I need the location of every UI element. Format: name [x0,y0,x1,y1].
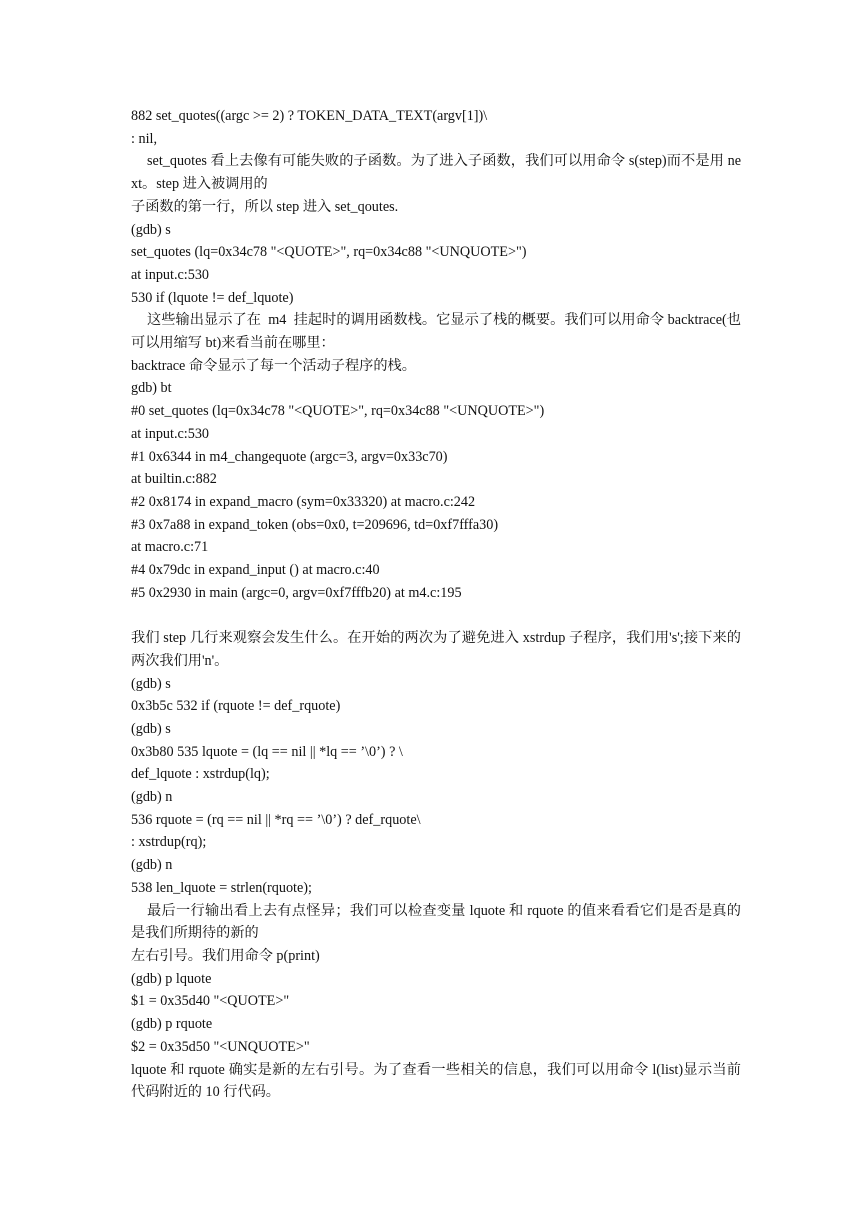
paragraph: backtrace 命令显示了每一个活动子程序的栈。 [131,357,416,374]
backtrace-line: at input.c:530 [131,425,210,442]
backtrace-line: at macro.c:71 [131,539,209,556]
paragraph: 这些输出显示了在 m4 挂起时的调用函数栈。它显示了栈的概要。我们可以用命令 backtrace(也可以用缩写 bt)来看当前在哪里： [131,312,741,352]
gdb-command: (gdb) s [131,675,171,692]
backtrace-line: #5 0x2930 in main (argc=0, argv=0xf7fffb20) at m4.c:195 [131,584,462,601]
code-line: 882 set_quotes((argc >= 2) ? TOKEN_DATA_TEXT(argv[1])\ [131,108,488,124]
blank-line [131,604,741,627]
code-line: 536 rquote = (rq == nil || *rq == ’\0’) ? def_rquote\ [131,811,421,828]
code-line: 530 if (lquote != def_lquote) [131,289,294,306]
document-page [131,105,741,1104]
paragraph: 左右引号。我们用命令 p(print) [131,948,320,964]
code-line: 538 len_lquote = strlen(rquote); [131,879,312,896]
code-line: 0x3b80 535 lquote = (lq == nil || *lq == ’\0’) ? \ [131,743,403,760]
paragraph: set_quotes 看上去像有可能失败的子函数。为了进入子函数，我们可以用命令 s(step)而不是用 next。step 进入被调用的 [131,153,741,193]
code-line: : nil, [131,130,158,147]
backtrace-line: #4 0x79dc in expand_input () at macro.c:40 [131,562,380,579]
code-line: 0x3b5c 532 if (rquote != def_rquote) [131,698,341,715]
gdb-output: $1 = 0x35d40 "<QUOTE>" [131,993,290,1010]
code-line: : xstrdup(rq); [131,834,207,851]
backtrace-line: at builtin.c:882 [131,471,217,488]
gdb-command: (gdb) p lquote [131,970,212,987]
backtrace-line: #1 0x6344 in m4_changequote (argc=3, argv=0x33c70) [131,448,448,465]
gdb-command: (gdb) n [131,857,173,874]
gdb-output: $2 = 0x35d50 "<UNQUOTE>" [131,1038,310,1055]
paragraph: 子函数的第一行，所以 step 进入 set_qoutes. [131,198,399,215]
code-line: set_quotes (lq=0x34c78 "<QUOTE>", rq=0x34c88 "<UNQUOTE>") [131,244,527,261]
backtrace-line: #2 0x8174 in expand_macro (sym=0x33320) at macro.c:242 [131,493,476,510]
backtrace-line: #0 set_quotes (lq=0x34c78 "<QUOTE>", rq=0x34c88 "<UNQUOTE>") [131,403,545,420]
code-line: def_lquote : xstrdup(lq); [131,766,270,783]
paragraph: 最后一行输出看上去有点怪异；我们可以检查变量 lquote 和 rquote 的值来看看它们是否是真的是我们所期待的新的 [131,902,741,942]
paragraph: 我们 step 几行来观察会发生什么。在开始的两次为了避免进入 xstrdup 子程序，我们用's';接下来的两次我们用'n'。 [131,630,741,669]
gdb-command: (gdb) s [131,221,171,238]
paragraph: lquote 和 rquote 确实是新的左右引号。为了查看一些相关的信息，我们可以用命令 l(list)显示当前代码附近的 10 行代码。 [131,1061,741,1101]
gdb-command: (gdb) p rquote [131,1016,213,1033]
backtrace-line: #3 0x7a88 in expand_token (obs=0x0, t=209696, td=0xf7fffa30) [131,516,499,533]
code-line: at input.c:530 [131,266,210,283]
gdb-command: gdb) bt [131,380,172,397]
gdb-command: (gdb) n [131,789,173,806]
gdb-command: (gdb) s [131,720,171,737]
